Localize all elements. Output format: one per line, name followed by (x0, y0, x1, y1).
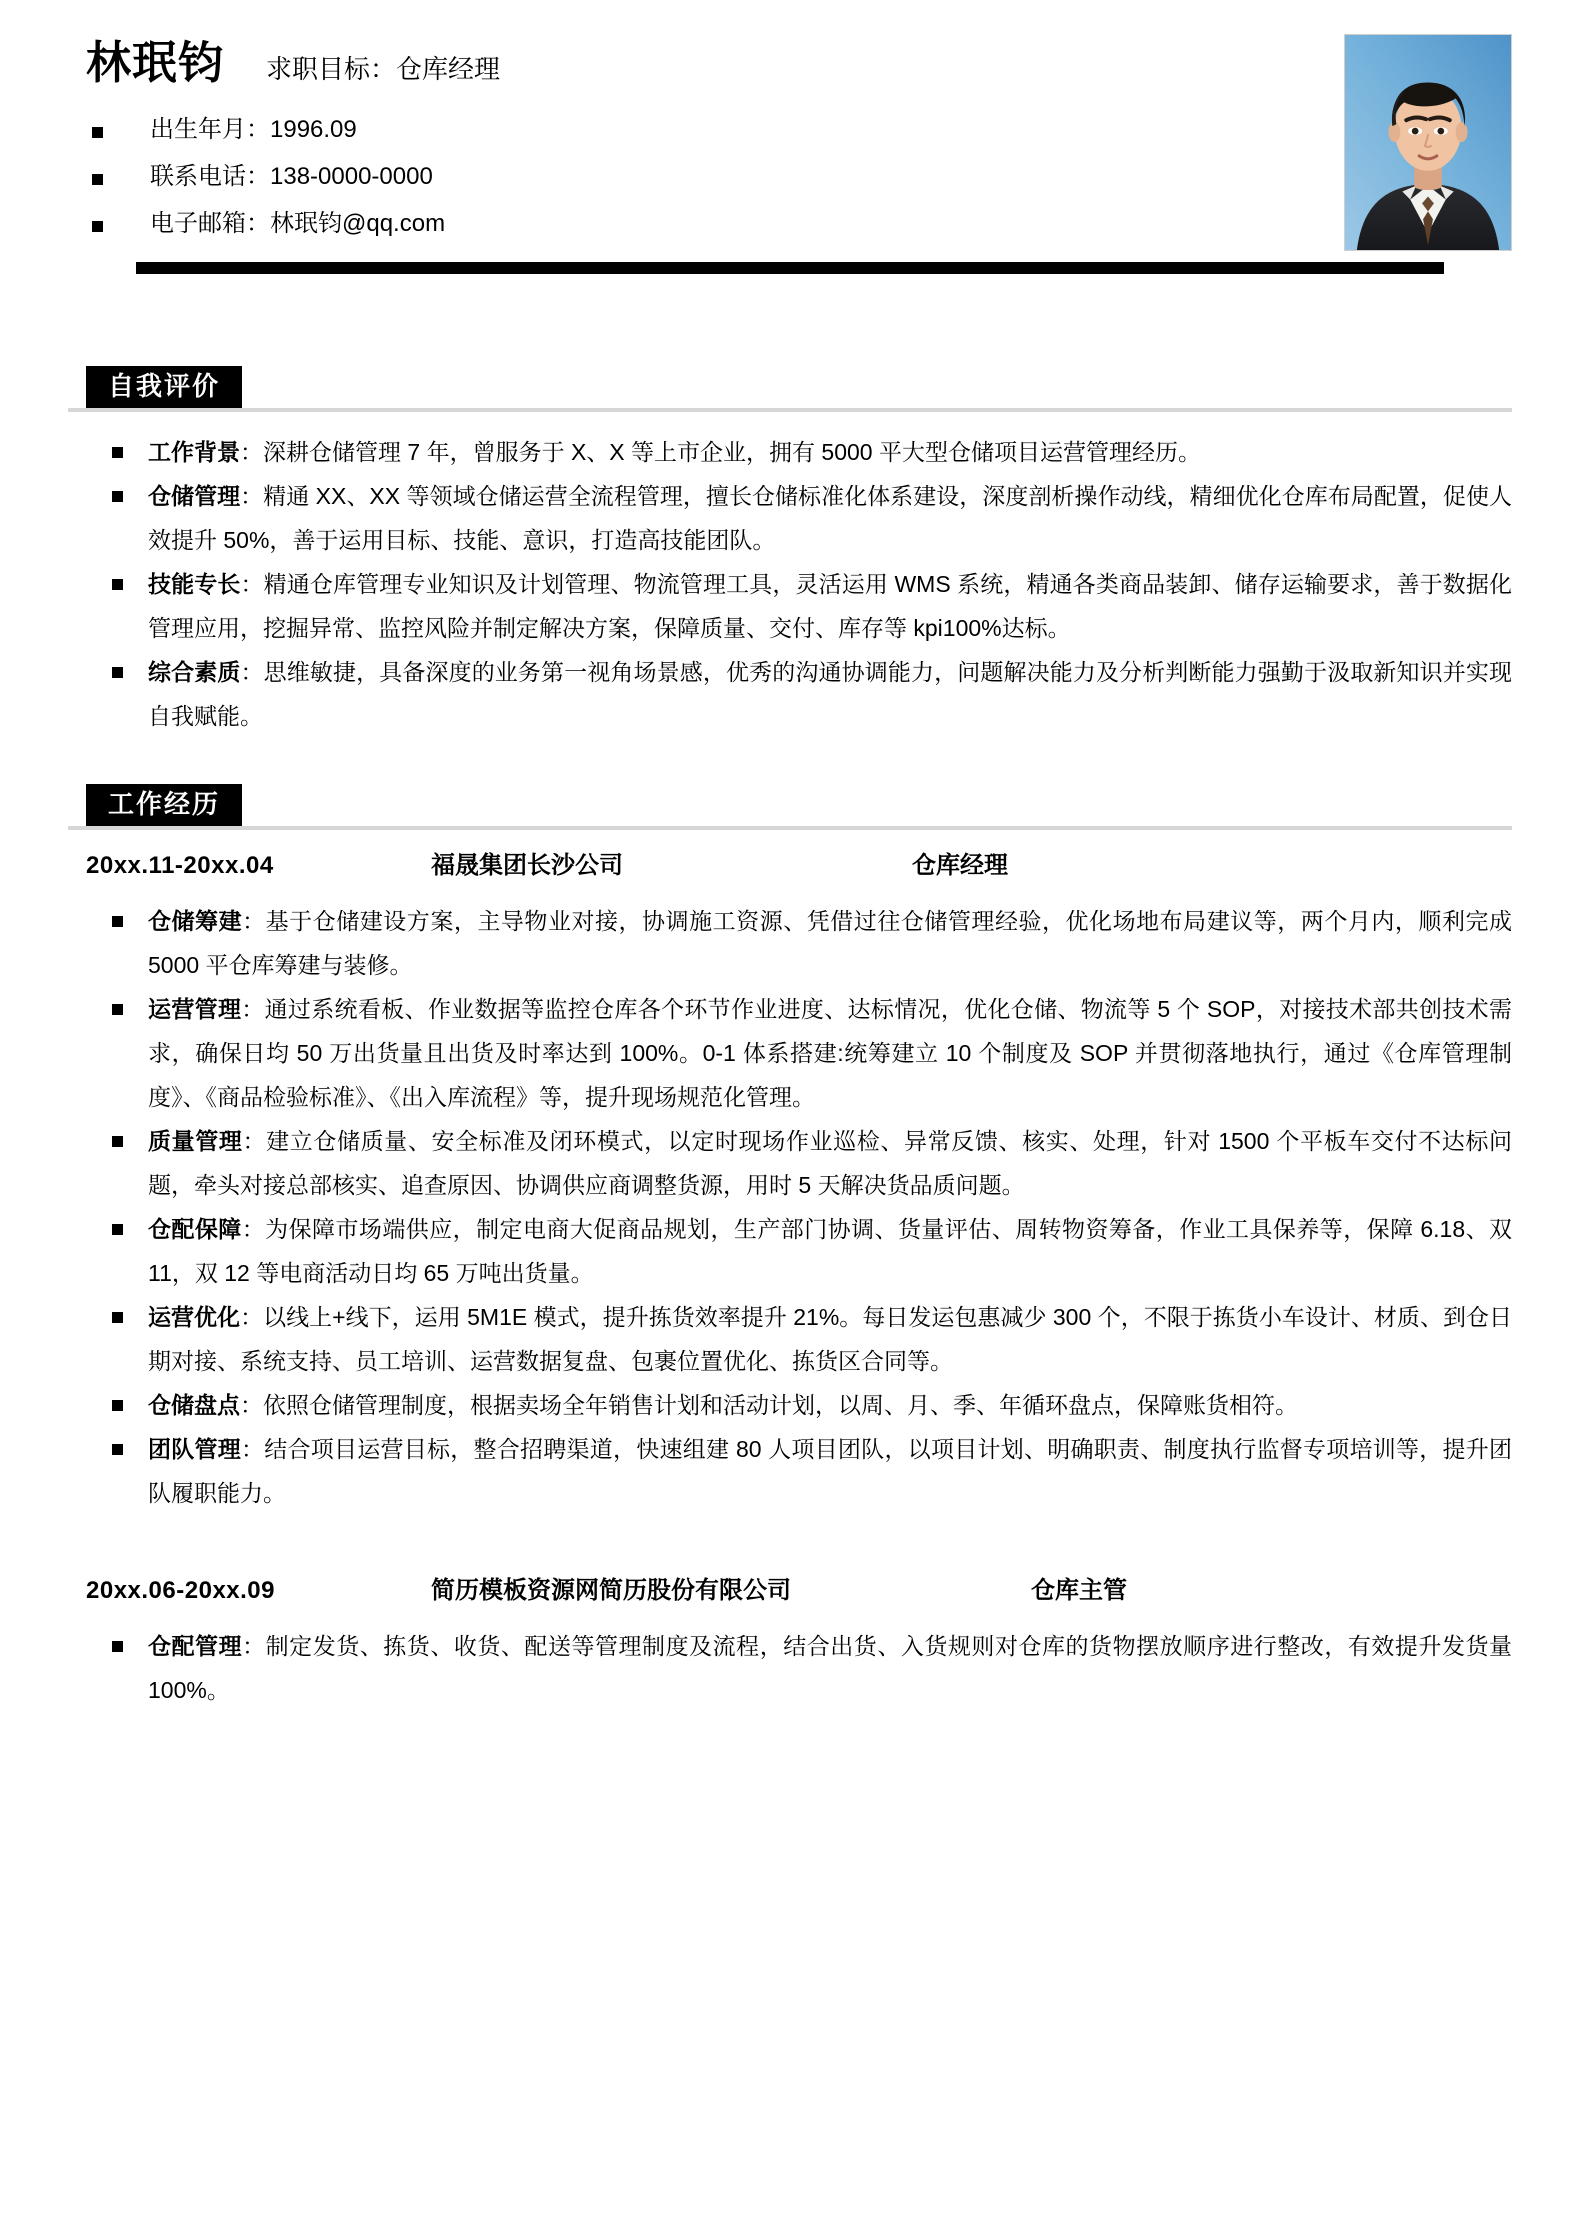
item-label: 综合素质 (148, 659, 241, 685)
item-label: 技能专长 (148, 571, 241, 597)
square-bullet-icon (112, 1136, 123, 1147)
job-company: 福晟集团长沙公司 (431, 852, 623, 879)
item-text: ：基于仓储建设方案，主导物业对接，协调施工资源、凭借过往仓储管理经验，优化场地布局建议等，两个月内，顺利完成 5000 平仓库筹建与装修。 (148, 907, 1513, 978)
item-label: 仓配管理 (148, 1632, 243, 1659)
job-date: 20xx.11-20xx.04 (86, 852, 274, 879)
contact-item-birth (92, 115, 858, 143)
item-text: ：以线上+线下，运用 5M1E 模式，提升拣货效率提升 21%。每日发运包惠减少 300 个，不限于拣货小车设计、材质、到仓日期对接、系统支持、员工培训、运营数据复盘、包裹位置优化、拣货区合同等。 (148, 1303, 1513, 1374)
square-bullet-icon (112, 1641, 123, 1652)
list-item (90, 1624, 1512, 1712)
square-bullet-icon (112, 1224, 123, 1235)
job-header (86, 852, 1512, 881)
section-title: 工作经历 (86, 784, 242, 826)
item-text: ：深耕仓储管理 7 年，曾服务于 X、X 等上市企业，拥有 5000 平大型仓储项目运营管理经历。 (240, 439, 1201, 465)
contact-text: 联系电话：138-0000-0000 (150, 162, 433, 190)
contact-item-email (92, 209, 858, 237)
item-label: 仓储管理 (148, 483, 241, 509)
list-item (90, 1427, 1512, 1515)
section-work-experience (68, 784, 1512, 1712)
job-entry (68, 1577, 1512, 1712)
job-objective: 求职目标：仓库经理 (266, 54, 501, 84)
resume-header (68, 0, 1512, 320)
job-title: 仓库经理 (912, 852, 1008, 879)
item-label: 仓储盘点 (148, 1391, 240, 1418)
square-bullet-icon (92, 221, 103, 232)
list-item (90, 562, 1512, 650)
list-item (90, 474, 1512, 562)
contact-text: 出生年月：1996.09 (150, 115, 357, 143)
square-bullet-icon (112, 916, 123, 927)
item-text: ：结合项目运营目标，整合招聘渠道，快速组建 80 人项目团队，以项目计划、明确职责、制度执行监督专项培训等，提升团队履职能力。 (148, 1435, 1512, 1506)
job-duty-list (90, 1624, 1512, 1712)
job-date: 20xx.06-20xx.09 (86, 1576, 275, 1604)
section-header-self-evaluation (68, 366, 1512, 412)
square-bullet-icon (112, 667, 123, 678)
item-text: ：精通 XX、XX 等领域仓储运营全流程管理，擅长仓储标准化体系建设，深度剖析操作动线，精细优化仓库布局配置，促使人效提升 50%，善于运用目标、技能、意识，打造高技能团队。 (148, 483, 1513, 553)
job-company: 简历模板资源网简历股份有限公司 (431, 1576, 791, 1604)
contact-list (92, 115, 858, 237)
item-label: 运营管理 (148, 995, 242, 1022)
contact-item-phone (92, 162, 858, 190)
square-bullet-icon (112, 1444, 123, 1455)
item-text: ：精通仓库管理专业知识及计划管理、物流管理工具，灵活运用 WMS 系统，精通各类商品装卸、储存运输要求，善于数据化管理应用，挖掘异常、监控风险并制定解决方案，保障质量、交付、库存等 kpi100%达标。 (148, 571, 1512, 641)
name-row (86, 38, 858, 88)
job-spacer (68, 1515, 1512, 1555)
section-divider (68, 826, 1512, 830)
list-item (90, 899, 1512, 987)
candidate-name: 林珉钧 (86, 37, 225, 88)
item-text: ：思维敏捷，具备深度的业务第一视角场景感，优秀的沟通协调能力，问题解决能力及分析判断能力强勤于汲取新知识并实现自我赋能。 (148, 659, 1513, 729)
portrait-illustration (1345, 35, 1511, 250)
list-item (90, 430, 1512, 474)
job-duty-list (90, 899, 1512, 1515)
self-evaluation-list (90, 430, 1512, 738)
item-text: ：通过系统看板、作业数据等监控仓库各个环节作业进度、达标情况，优化仓储、物流等 5 个 SOP，对接技术部共创技术需求，确保日均 50 万出货量且出货及时率达到 100%。0-1 体系搭建:统筹建立 10 个制度及 SOP 并贯彻落地执行，通过《仓库管理制度》、《商品检验标准》、《出入库流程》等，提升现场规范化管理。 (148, 995, 1512, 1110)
section-title: 自我评价 (86, 366, 242, 408)
square-bullet-icon (112, 1312, 123, 1323)
job-entry (68, 852, 1512, 1515)
item-label: 团队管理 (148, 1435, 242, 1462)
item-label: 运营优化 (148, 1303, 241, 1330)
square-bullet-icon (112, 579, 123, 590)
item-label: 工作背景 (148, 439, 240, 465)
header-info (68, 38, 858, 259)
list-item (90, 1207, 1512, 1295)
job-header (86, 1577, 1512, 1606)
item-label: 仓储筹建 (148, 907, 243, 934)
square-bullet-icon (112, 447, 123, 458)
header-divider (136, 262, 1444, 274)
section-self-evaluation (68, 366, 1512, 738)
list-item (90, 650, 1512, 738)
item-text: ：依照仓储管理制度，根据卖场全年销售计划和活动计划，以周、月、季、年循环盘点，保障账货相符。 (240, 1391, 1298, 1418)
item-label: 仓配保障 (148, 1215, 242, 1242)
square-bullet-icon (112, 1400, 123, 1411)
list-item (90, 1383, 1512, 1427)
square-bullet-icon (92, 127, 103, 138)
square-bullet-icon (112, 491, 123, 502)
item-text: ：建立仓储质量、安全标准及闭环模式，以定时现场作业巡检、异常反馈、核实、处理，针对 1500 个平板车交付不达标问题，牵头对接总部核实、追查原因、协调供应商调整货源，用时 5 天解决货品质问题。 (148, 1127, 1513, 1198)
section-divider (68, 408, 1512, 412)
square-bullet-icon (112, 1004, 123, 1015)
item-label: 质量管理 (148, 1127, 243, 1154)
item-text: ：制定发货、拣货、收货、配送等管理制度及流程，结合出货、入货规则对仓库的货物摆放顺序进行整改，有效提升发货量 100%。 (148, 1632, 1513, 1703)
list-item (90, 1295, 1512, 1383)
list-item (90, 1119, 1512, 1207)
list-item (90, 987, 1512, 1119)
item-text: ：为保障市场端供应，制定电商大促商品规划，生产部门协调、货量评估、周转物资筹备，作业工具保养等，保障 6.18、双 11，双 12 等电商活动日均 65 万吨出货量。 (148, 1215, 1513, 1286)
section-header-work-experience (68, 784, 1512, 830)
square-bullet-icon (92, 174, 103, 185)
job-title: 仓库主管 (1031, 1576, 1127, 1604)
contact-text: 电子邮箱：林珉钧@qq.com (150, 209, 446, 237)
profile-photo (1344, 34, 1512, 251)
